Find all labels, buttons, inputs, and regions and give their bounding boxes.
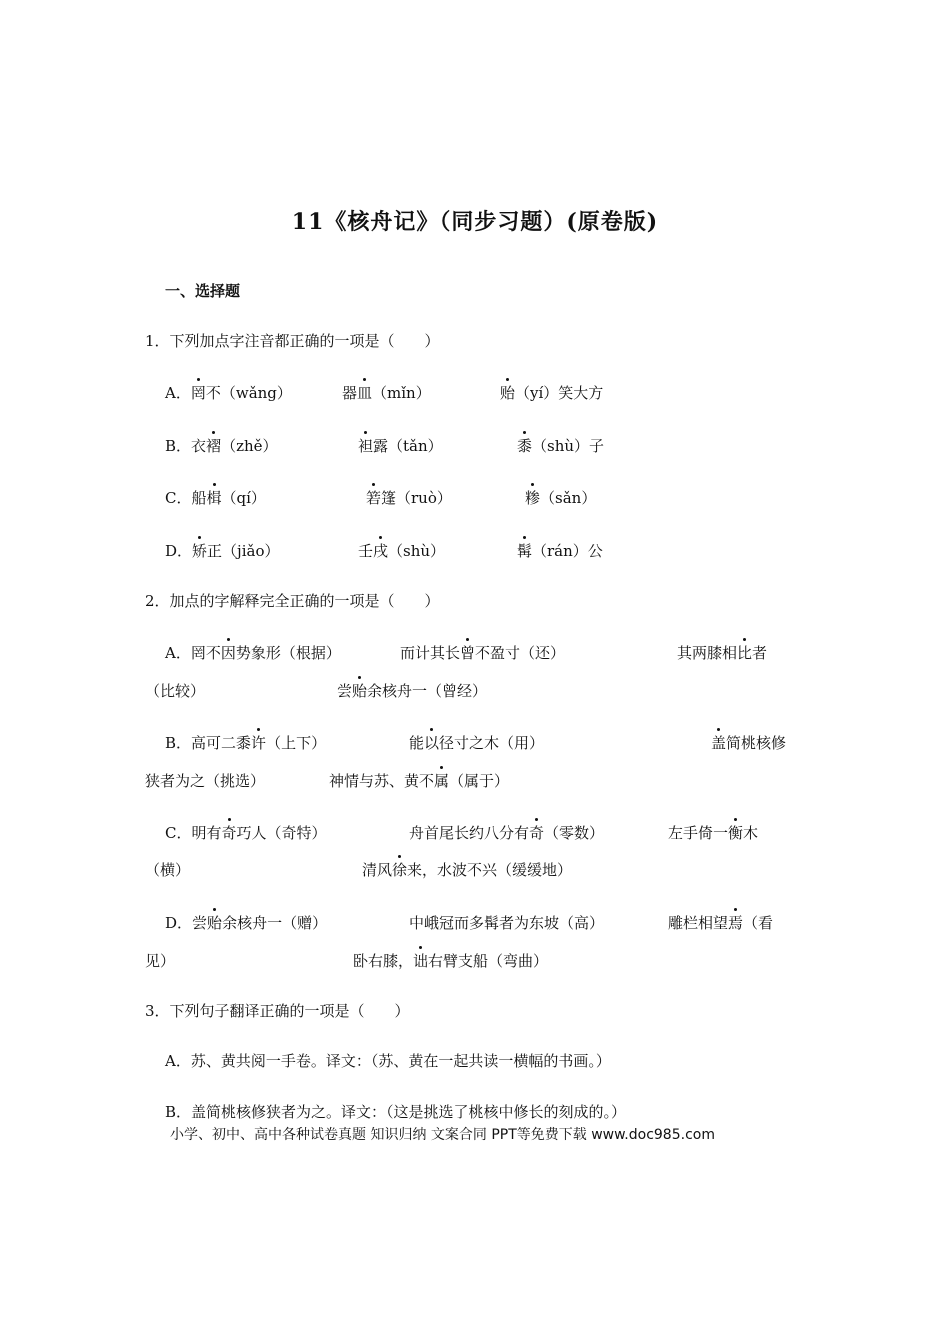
q3-stem: 3．下列句子翻译正确的一项是（ ） [145, 1002, 410, 1020]
q2-option-a-item2: 而计其长曾不盈寸（还） [400, 644, 566, 662]
q1-option-c-item2: 箬篷（ruò） [366, 489, 452, 507]
q1-option-d-item3: 髯（rán）公 [517, 542, 603, 560]
q2-option-d-item2: 中峨冠而多髯者为东坡（高） [409, 914, 605, 932]
q2-option-d-item3: 雕栏相望焉（看 [668, 914, 774, 932]
q1-option-d: D．矫正（jiǎo） [165, 542, 280, 560]
q2-option-c-line1: C．明有奇巧人（奇特） [165, 824, 327, 842]
q2-stem: 2．加点的字解释完全正确的一项是（ ） [145, 592, 440, 610]
q1-option-a-item2: 器皿（mǐn） [342, 384, 431, 402]
q2-option-c-item3: 左手倚一衡木 [668, 824, 759, 842]
q2-option-c-line2: （横） [145, 861, 191, 879]
q1-option-a: A．罔不（wǎng） [165, 384, 292, 402]
q1-option-c-item3: 糁（sǎn） [525, 489, 597, 507]
q2-option-b-item4: 神情与苏、黄不属（属于） [329, 772, 510, 790]
q1-option-b: B．衣褶（zhě） [165, 437, 278, 455]
q1-option-a-item3: 贻（yí）笑大方 [500, 384, 604, 402]
q2-option-b-line1: B．高可二黍许（上下） [165, 734, 327, 752]
q2-option-b-item3: 盖简桃核修 [711, 734, 787, 752]
q2-option-a-line2: （比较） [145, 682, 206, 700]
q2-option-a-line1: A．罔不因势象形（根据） [165, 644, 341, 662]
q2-option-a-item3: 其两膝相比者 [677, 644, 768, 662]
footer-download-note: 小学、初中、高中各种试卷真题 知识归纳 文案合同 PPT等免费下载 www.doc985.com [170, 1127, 715, 1143]
q1-option-b-item2: 袒露（tǎn） [358, 437, 443, 455]
q2-option-a-item4: 尝贻余核舟一（曾经） [337, 682, 488, 700]
section-heading: 一、选择题 [165, 282, 241, 300]
q2-option-d-line2: 见） [145, 952, 176, 970]
q1-stem: 1．下列加点字注音都正确的一项是（ ） [145, 332, 440, 350]
q1-option-d-item2: 壬戌（shù） [358, 542, 446, 560]
page-title: 11《核舟记》（同步习题）(原卷版) [291, 209, 659, 235]
q2-option-b-item2: 能以径寸之木（用） [409, 734, 545, 752]
q2-option-d-line1: D．尝贻余核舟一（赠） [165, 914, 328, 932]
q3-option-b: B．盖简桃核修狭者为之。译文：（这是挑选了桃核中修长的刻成的。） [165, 1103, 627, 1121]
q2-option-c-item4: 清风徐来，水波不兴（缓缓地） [362, 861, 573, 879]
q2-option-d-item4: 卧右膝，诎右臂支船（弯曲） [353, 952, 549, 970]
q1-option-b-item3: 黍（shù）子 [517, 437, 605, 455]
q3-option-a: A．苏、黄共阅一手卷。译文：（苏、黄在一起共读一横幅的书画。） [165, 1052, 611, 1070]
q1-option-c: C．船楫（qí） [165, 489, 266, 507]
q2-option-c-item2: 舟首尾长约八分有奇（零数） [409, 824, 605, 842]
q2-option-b-line2: 狭者为之（挑选） [145, 772, 266, 790]
